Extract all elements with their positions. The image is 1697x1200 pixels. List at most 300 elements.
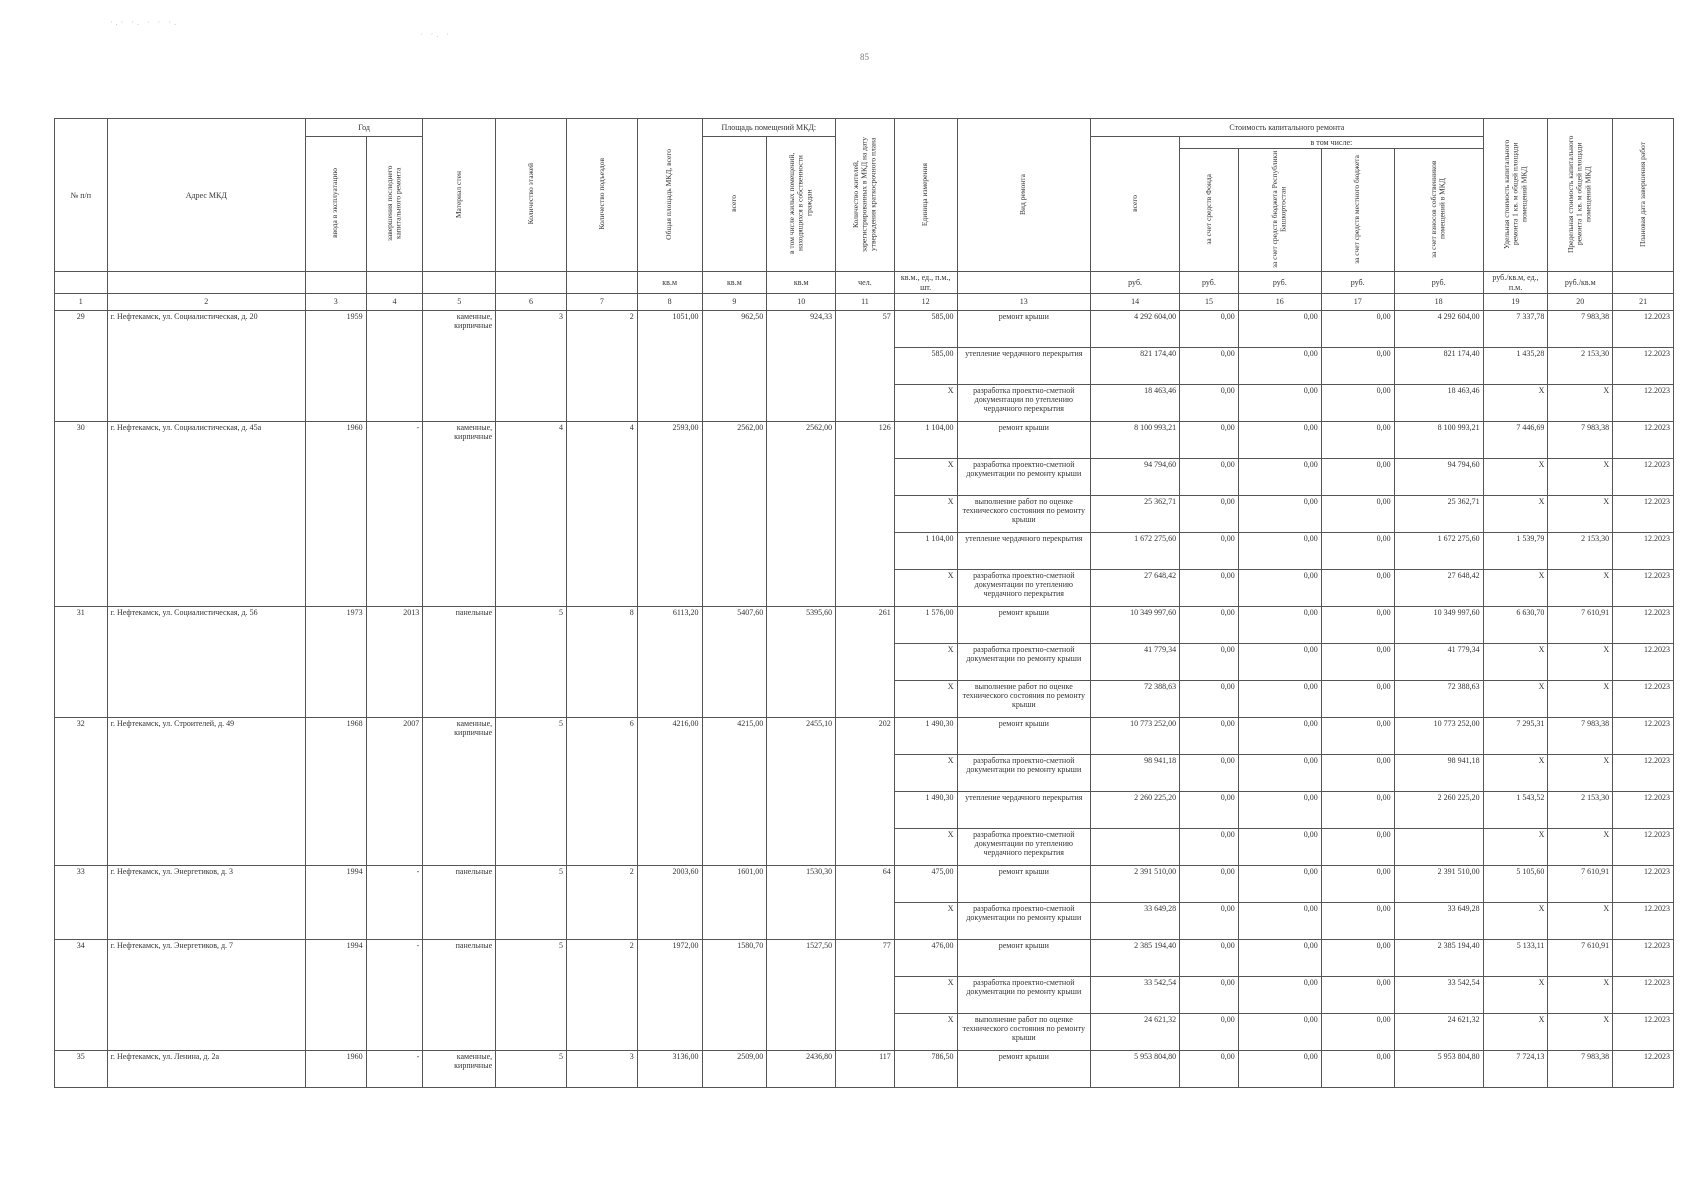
header-cost-local: за счет средств местного бюджета bbox=[1321, 149, 1394, 272]
premises-area: 5407,60 bbox=[702, 606, 767, 717]
completion-date: 12.2023 bbox=[1613, 791, 1674, 828]
work-quantity: 1 490,30 bbox=[894, 791, 957, 828]
max-cost: 2 153,30 bbox=[1548, 791, 1613, 828]
specific-cost: X bbox=[1483, 902, 1548, 939]
floor-count: 3 bbox=[496, 310, 567, 421]
cost-owners: 27 648,42 bbox=[1394, 569, 1483, 606]
cost-fund: 0,00 bbox=[1180, 680, 1239, 717]
cost-fund: 0,00 bbox=[1180, 939, 1239, 976]
page-number: 85 bbox=[860, 52, 869, 62]
cost-total: 98 941,18 bbox=[1091, 754, 1180, 791]
cost-owners: 33 649,28 bbox=[1394, 902, 1483, 939]
specific-cost: X bbox=[1483, 976, 1548, 1013]
work-type: выполнение работ по оценке технического состояния по ремонту крыши bbox=[957, 495, 1091, 532]
specific-cost: X bbox=[1483, 569, 1548, 606]
work-type: разработка проектно-сметной документации по ремонту крыши bbox=[957, 902, 1091, 939]
cost-fund: 0,00 bbox=[1180, 643, 1239, 680]
work-type: ремонт крыши bbox=[957, 717, 1091, 754]
cost-republic: 0,00 bbox=[1238, 384, 1321, 421]
table-row bbox=[55, 421, 1674, 458]
year-last-repair: - bbox=[366, 939, 423, 1050]
work-quantity: X bbox=[894, 976, 957, 1013]
table-row bbox=[55, 717, 1674, 754]
table-header bbox=[55, 119, 1674, 311]
cost-local: 0,00 bbox=[1321, 754, 1394, 791]
header-area-group: Площадь помещений МКД: bbox=[702, 119, 836, 137]
unit-cell: кв.м., ед., п.м., шт. bbox=[894, 272, 957, 293]
specific-cost: 5 133,11 bbox=[1483, 939, 1548, 976]
unit-cell bbox=[957, 272, 1091, 293]
specific-cost: 1 543,52 bbox=[1483, 791, 1548, 828]
wall-material: каменные, кирпичные bbox=[423, 1050, 496, 1087]
completion-date: 12.2023 bbox=[1613, 532, 1674, 569]
specific-cost: 7 446,69 bbox=[1483, 421, 1548, 458]
cost-fund: 0,00 bbox=[1180, 1050, 1239, 1087]
max-cost: X bbox=[1548, 828, 1613, 865]
floor-count: 5 bbox=[496, 939, 567, 1050]
max-cost: 7 610,91 bbox=[1548, 865, 1613, 902]
column-numbers-row bbox=[55, 293, 1674, 310]
work-type: ремонт крыши bbox=[957, 606, 1091, 643]
resident-count: 261 bbox=[836, 606, 895, 717]
cost-fund: 0,00 bbox=[1180, 754, 1239, 791]
cost-republic: 0,00 bbox=[1238, 606, 1321, 643]
unit-cell bbox=[305, 272, 366, 293]
cost-total: 33 649,28 bbox=[1091, 902, 1180, 939]
cost-owners: 2 385 194,40 bbox=[1394, 939, 1483, 976]
year-last-repair: 2007 bbox=[366, 717, 423, 865]
column-number-cell: 1 bbox=[55, 293, 108, 310]
cost-owners: 821 174,40 bbox=[1394, 347, 1483, 384]
cost-local: 0,00 bbox=[1321, 384, 1394, 421]
resident-count: 77 bbox=[836, 939, 895, 1050]
work-quantity: X bbox=[894, 569, 957, 606]
header-area-owned: в том числе жилых помещений, находящихся в собственности граждан bbox=[767, 137, 836, 272]
header-cost-owners: за счет взносов собственников помещений в МКД bbox=[1394, 149, 1483, 272]
max-cost: 2 153,30 bbox=[1548, 347, 1613, 384]
table-row bbox=[55, 606, 1674, 643]
max-cost: X bbox=[1548, 976, 1613, 1013]
cost-republic: 0,00 bbox=[1238, 939, 1321, 976]
max-cost: 7 610,91 bbox=[1548, 939, 1613, 976]
completion-date: 12.2023 bbox=[1613, 1013, 1674, 1050]
header-walls: Материал стен bbox=[423, 119, 496, 272]
header-entrances: Количество подъездов bbox=[566, 119, 637, 272]
completion-date: 12.2023 bbox=[1613, 569, 1674, 606]
premises-area: 4215,00 bbox=[702, 717, 767, 865]
max-cost: 7 610,91 bbox=[1548, 606, 1613, 643]
cost-local: 0,00 bbox=[1321, 310, 1394, 347]
cost-owners: 18 463,46 bbox=[1394, 384, 1483, 421]
header-deadline: Плановая дата завершения работ bbox=[1613, 119, 1674, 272]
cost-local: 0,00 bbox=[1321, 643, 1394, 680]
cost-local: 0,00 bbox=[1321, 495, 1394, 532]
cost-fund: 0,00 bbox=[1180, 310, 1239, 347]
cost-total: 94 794,60 bbox=[1091, 458, 1180, 495]
cost-owners: 10 349 997,60 bbox=[1394, 606, 1483, 643]
entrance-count: 4 bbox=[566, 421, 637, 606]
cost-local: 0,00 bbox=[1321, 606, 1394, 643]
work-type: ремонт крыши bbox=[957, 1050, 1091, 1087]
specific-cost: 7 295,31 bbox=[1483, 717, 1548, 754]
header-cost-total: всего bbox=[1091, 137, 1180, 272]
cost-owners: 10 773 252,00 bbox=[1394, 717, 1483, 754]
completion-date: 12.2023 bbox=[1613, 865, 1674, 902]
unit-cell: руб. bbox=[1394, 272, 1483, 293]
work-quantity: 786,50 bbox=[894, 1050, 957, 1087]
work-quantity: 1 576,00 bbox=[894, 606, 957, 643]
cost-local: 0,00 bbox=[1321, 717, 1394, 754]
column-number-cell: 10 bbox=[767, 293, 836, 310]
header-num: № п/п bbox=[55, 119, 108, 272]
column-number-cell: 16 bbox=[1238, 293, 1321, 310]
max-cost: 7 983,38 bbox=[1548, 717, 1613, 754]
total-area: 6113,20 bbox=[637, 606, 702, 717]
max-cost: 7 983,38 bbox=[1548, 310, 1613, 347]
year-built: 1960 bbox=[305, 1050, 366, 1087]
cost-owners: 24 621,32 bbox=[1394, 1013, 1483, 1050]
specific-cost: 1 539,79 bbox=[1483, 532, 1548, 569]
cost-local: 0,00 bbox=[1321, 865, 1394, 902]
cost-total: 72 388,63 bbox=[1091, 680, 1180, 717]
specific-cost: 7 337,78 bbox=[1483, 310, 1548, 347]
cost-republic: 0,00 bbox=[1238, 976, 1321, 1013]
cost-republic: 0,00 bbox=[1238, 1013, 1321, 1050]
year-built: 1994 bbox=[305, 865, 366, 939]
cost-local: 0,00 bbox=[1321, 421, 1394, 458]
header-unit: Единица измерения bbox=[894, 119, 957, 272]
cost-total: 821 174,40 bbox=[1091, 347, 1180, 384]
max-cost: X bbox=[1548, 754, 1613, 791]
column-number-cell: 17 bbox=[1321, 293, 1394, 310]
work-quantity: X bbox=[894, 754, 957, 791]
header-max-cost: Предельная стоимость капитального ремонта 1 кв. м общей площади помещений МКД bbox=[1548, 119, 1613, 272]
completion-date: 12.2023 bbox=[1613, 458, 1674, 495]
cost-local: 0,00 bbox=[1321, 939, 1394, 976]
floor-count: 5 bbox=[496, 717, 567, 865]
entrance-count: 2 bbox=[566, 865, 637, 939]
unit-cell bbox=[496, 272, 567, 293]
column-number-cell: 14 bbox=[1091, 293, 1180, 310]
completion-date: 12.2023 bbox=[1613, 717, 1674, 754]
column-number-cell: 3 bbox=[305, 293, 366, 310]
unit-cell: руб. bbox=[1238, 272, 1321, 293]
cost-owners: 25 362,71 bbox=[1394, 495, 1483, 532]
cost-total: 5 953 804,80 bbox=[1091, 1050, 1180, 1087]
premises-area: 2509,00 bbox=[702, 1050, 767, 1087]
cost-local: 0,00 bbox=[1321, 347, 1394, 384]
cost-republic: 0,00 bbox=[1238, 347, 1321, 384]
header-residents: Количество жителей, зарегистрированных в МКД на дату утверждения краткосрочного плана bbox=[836, 119, 895, 272]
completion-date: 12.2023 bbox=[1613, 347, 1674, 384]
completion-date: 12.2023 bbox=[1613, 828, 1674, 865]
building-address: г. Нефтекамск, ул. Социалистическая, д. 56 bbox=[107, 606, 305, 717]
header-area-all: всего bbox=[702, 137, 767, 272]
cost-republic: 0,00 bbox=[1238, 421, 1321, 458]
wall-material: панельные bbox=[423, 606, 496, 717]
cost-total: 4 292 604,00 bbox=[1091, 310, 1180, 347]
specific-cost: X bbox=[1483, 680, 1548, 717]
header-cost-incl: в том числе: bbox=[1180, 137, 1484, 149]
cost-fund: 0,00 bbox=[1180, 347, 1239, 384]
cost-fund: 0,00 bbox=[1180, 384, 1239, 421]
unit-cell: руб./кв.м, ед., п.м. bbox=[1483, 272, 1548, 293]
completion-date: 12.2023 bbox=[1613, 754, 1674, 791]
table-row bbox=[55, 1050, 1674, 1087]
column-number-cell: 11 bbox=[836, 293, 895, 310]
cost-republic: 0,00 bbox=[1238, 569, 1321, 606]
cost-republic: 0,00 bbox=[1238, 828, 1321, 865]
cost-owners bbox=[1394, 828, 1483, 865]
floor-count: 4 bbox=[496, 421, 567, 606]
year-built: 1994 bbox=[305, 939, 366, 1050]
resident-count: 126 bbox=[836, 421, 895, 606]
unit-cell: кв.м bbox=[702, 272, 767, 293]
cost-republic: 0,00 bbox=[1238, 643, 1321, 680]
completion-date: 12.2023 bbox=[1613, 384, 1674, 421]
header-specific-cost: Удельная стоимость капитального ремонта 1 кв. м общей площади помещений МКД bbox=[1483, 119, 1548, 272]
cost-fund: 0,00 bbox=[1180, 828, 1239, 865]
completion-date: 12.2023 bbox=[1613, 1050, 1674, 1087]
premises-area: 2562,00 bbox=[702, 421, 767, 606]
cost-republic: 0,00 bbox=[1238, 310, 1321, 347]
completion-date: 12.2023 bbox=[1613, 495, 1674, 532]
work-quantity: X bbox=[894, 902, 957, 939]
cost-republic: 0,00 bbox=[1238, 532, 1321, 569]
header-floors: Количество этажей bbox=[496, 119, 567, 272]
total-area: 2003,60 bbox=[637, 865, 702, 939]
work-type: утепление чердачного перекрытия bbox=[957, 347, 1091, 384]
cost-fund: 0,00 bbox=[1180, 717, 1239, 754]
entrance-count: 6 bbox=[566, 717, 637, 865]
total-area: 2593,00 bbox=[637, 421, 702, 606]
work-type: разработка проектно-сметной документации по утеплению чердачного перекрытия bbox=[957, 384, 1091, 421]
year-built: 1973 bbox=[305, 606, 366, 717]
unit-cell: кв.м bbox=[637, 272, 702, 293]
cost-total: 10 773 252,00 bbox=[1091, 717, 1180, 754]
cost-owners: 2 391 510,00 bbox=[1394, 865, 1483, 902]
cost-republic: 0,00 bbox=[1238, 1050, 1321, 1087]
column-number-cell: 6 bbox=[496, 293, 567, 310]
cost-local: 0,00 bbox=[1321, 902, 1394, 939]
cost-total: 25 362,71 bbox=[1091, 495, 1180, 532]
table-row bbox=[55, 865, 1674, 902]
owned-area: 2455,10 bbox=[767, 717, 836, 865]
total-area: 1972,00 bbox=[637, 939, 702, 1050]
cost-local: 0,00 bbox=[1321, 569, 1394, 606]
cost-republic: 0,00 bbox=[1238, 865, 1321, 902]
cost-local: 0,00 bbox=[1321, 1013, 1394, 1050]
cost-republic: 0,00 bbox=[1238, 754, 1321, 791]
resident-count: 202 bbox=[836, 717, 895, 865]
work-type: разработка проектно-сметной документации по ремонту крыши bbox=[957, 754, 1091, 791]
specific-cost: 7 724,13 bbox=[1483, 1050, 1548, 1087]
cost-fund: 0,00 bbox=[1180, 532, 1239, 569]
resident-count: 117 bbox=[836, 1050, 895, 1087]
cost-republic: 0,00 bbox=[1238, 680, 1321, 717]
unit-cell bbox=[1613, 272, 1674, 293]
repair-plan-table bbox=[54, 118, 1674, 1088]
total-area: 1051,00 bbox=[637, 310, 702, 421]
specific-cost: X bbox=[1483, 384, 1548, 421]
row-number: 34 bbox=[55, 939, 108, 1050]
row-number: 35 bbox=[55, 1050, 108, 1087]
building-address: г. Нефтекамск, ул. Ленина, д. 2а bbox=[107, 1050, 305, 1087]
work-quantity: X bbox=[894, 458, 957, 495]
work-quantity: 476,00 bbox=[894, 939, 957, 976]
work-quantity: X bbox=[894, 384, 957, 421]
header-cost-group: Стоимость капитального ремонта bbox=[1091, 119, 1484, 137]
cost-fund: 0,00 bbox=[1180, 606, 1239, 643]
owned-area: 5395,60 bbox=[767, 606, 836, 717]
column-number-cell: 15 bbox=[1180, 293, 1239, 310]
cost-fund: 0,00 bbox=[1180, 421, 1239, 458]
column-number-cell: 20 bbox=[1548, 293, 1613, 310]
cost-fund: 0,00 bbox=[1180, 1013, 1239, 1050]
building-address: г. Нефтекамск, ул. Социалистическая, д. 45а bbox=[107, 421, 305, 606]
cost-local: 0,00 bbox=[1321, 1050, 1394, 1087]
max-cost: X bbox=[1548, 458, 1613, 495]
cost-owners: 1 672 275,60 bbox=[1394, 532, 1483, 569]
specific-cost: X bbox=[1483, 1013, 1548, 1050]
wall-material: панельные bbox=[423, 939, 496, 1050]
completion-date: 12.2023 bbox=[1613, 643, 1674, 680]
premises-area: 962,50 bbox=[702, 310, 767, 421]
cost-local: 0,00 bbox=[1321, 828, 1394, 865]
table-body bbox=[55, 310, 1674, 1087]
cost-total: 41 779,34 bbox=[1091, 643, 1180, 680]
work-type: ремонт крыши bbox=[957, 939, 1091, 976]
cost-local: 0,00 bbox=[1321, 680, 1394, 717]
year-built: 1968 bbox=[305, 717, 366, 865]
header-total-area: Общая площадь МКД, всего bbox=[637, 119, 702, 272]
column-number-cell: 4 bbox=[366, 293, 423, 310]
entrance-count: 8 bbox=[566, 606, 637, 717]
max-cost: 2 153,30 bbox=[1548, 532, 1613, 569]
unit-cell: руб./кв.м bbox=[1548, 272, 1613, 293]
total-area: 3136,00 bbox=[637, 1050, 702, 1087]
unit-cell: руб. bbox=[1091, 272, 1180, 293]
year-built: 1960 bbox=[305, 421, 366, 606]
building-address: г. Нефтекамск, ул. Энергетиков, д. 7 bbox=[107, 939, 305, 1050]
max-cost: X bbox=[1548, 569, 1613, 606]
cost-local: 0,00 bbox=[1321, 532, 1394, 569]
cost-fund: 0,00 bbox=[1180, 569, 1239, 606]
completion-date: 12.2023 bbox=[1613, 421, 1674, 458]
cost-total: 2 385 194,40 bbox=[1091, 939, 1180, 976]
cost-owners: 98 941,18 bbox=[1394, 754, 1483, 791]
column-number-cell: 13 bbox=[957, 293, 1091, 310]
year-last-repair: - bbox=[366, 1050, 423, 1087]
work-type: утепление чердачного перекрытия bbox=[957, 791, 1091, 828]
cost-owners: 5 953 804,80 bbox=[1394, 1050, 1483, 1087]
cost-total: 33 542,54 bbox=[1091, 976, 1180, 1013]
cost-republic: 0,00 bbox=[1238, 902, 1321, 939]
owned-area: 1530,30 bbox=[767, 865, 836, 939]
units-row bbox=[55, 272, 1674, 293]
header-cost-republic: за счет средств бюджета Республики Башкортостан bbox=[1238, 149, 1321, 272]
column-number-cell: 12 bbox=[894, 293, 957, 310]
total-area: 4216,00 bbox=[637, 717, 702, 865]
completion-date: 12.2023 bbox=[1613, 976, 1674, 1013]
owned-area: 2562,00 bbox=[767, 421, 836, 606]
work-quantity: X bbox=[894, 828, 957, 865]
cost-local: 0,00 bbox=[1321, 791, 1394, 828]
work-quantity: X bbox=[894, 680, 957, 717]
cost-owners: 8 100 993,21 bbox=[1394, 421, 1483, 458]
entrance-count: 2 bbox=[566, 310, 637, 421]
entrance-count: 3 bbox=[566, 1050, 637, 1087]
year-last-repair bbox=[366, 310, 423, 421]
unit-cell bbox=[423, 272, 496, 293]
work-type: разработка проектно-сметной документации по ремонту крыши bbox=[957, 458, 1091, 495]
work-type: разработка проектно-сметной документации по утеплению чердачного перекрытия bbox=[957, 828, 1091, 865]
header-year-built: ввода в эксплуатацию bbox=[305, 137, 366, 272]
cost-republic: 0,00 bbox=[1238, 791, 1321, 828]
specific-cost: X bbox=[1483, 754, 1548, 791]
column-number-cell: 21 bbox=[1613, 293, 1674, 310]
cost-total: 27 648,42 bbox=[1091, 569, 1180, 606]
max-cost: X bbox=[1548, 384, 1613, 421]
owned-area: 2436,80 bbox=[767, 1050, 836, 1087]
header-cost-fund: за счет средств Фонда bbox=[1180, 149, 1239, 272]
work-quantity: X bbox=[894, 1013, 957, 1050]
max-cost: X bbox=[1548, 643, 1613, 680]
cost-republic: 0,00 bbox=[1238, 495, 1321, 532]
wall-material: каменные, кирпичные bbox=[423, 421, 496, 606]
floor-count: 5 bbox=[496, 606, 567, 717]
column-number-cell: 2 bbox=[107, 293, 305, 310]
work-type: разработка проектно-сметной документации по утеплению чердачного перекрытия bbox=[957, 569, 1091, 606]
max-cost: X bbox=[1548, 902, 1613, 939]
cost-owners: 2 260 225,20 bbox=[1394, 791, 1483, 828]
header-year-repair: завершения последнего капитального ремонта bbox=[366, 137, 423, 272]
building-address: г. Нефтекамск, ул. Строителей, д. 49 bbox=[107, 717, 305, 865]
cost-total: 2 260 225,20 bbox=[1091, 791, 1180, 828]
cost-total: 24 621,32 bbox=[1091, 1013, 1180, 1050]
specific-cost: X bbox=[1483, 643, 1548, 680]
completion-date: 12.2023 bbox=[1613, 939, 1674, 976]
work-quantity: 585,00 bbox=[894, 310, 957, 347]
work-type: разработка проектно-сметной документации по ремонту крыши bbox=[957, 976, 1091, 1013]
cost-owners: 33 542,54 bbox=[1394, 976, 1483, 1013]
max-cost: X bbox=[1548, 495, 1613, 532]
year-last-repair: 2013 bbox=[366, 606, 423, 717]
year-last-repair: - bbox=[366, 421, 423, 606]
work-type: выполнение работ по оценке технического состояния по ремонту крыши bbox=[957, 680, 1091, 717]
unit-cell bbox=[566, 272, 637, 293]
completion-date: 12.2023 bbox=[1613, 680, 1674, 717]
cost-local: 0,00 bbox=[1321, 976, 1394, 1013]
unit-cell bbox=[107, 272, 305, 293]
table-row bbox=[55, 939, 1674, 976]
max-cost: X bbox=[1548, 1013, 1613, 1050]
unit-cell: руб. bbox=[1321, 272, 1394, 293]
cost-owners: 4 292 604,00 bbox=[1394, 310, 1483, 347]
specific-cost: X bbox=[1483, 495, 1548, 532]
work-type: выполнение работ по оценке технического состояния по ремонту крыши bbox=[957, 1013, 1091, 1050]
work-type: ремонт крыши bbox=[957, 865, 1091, 902]
specific-cost: X bbox=[1483, 458, 1548, 495]
unit-cell: чел. bbox=[836, 272, 895, 293]
cost-fund: 0,00 bbox=[1180, 865, 1239, 902]
column-number-cell: 5 bbox=[423, 293, 496, 310]
row-number: 32 bbox=[55, 717, 108, 865]
cost-owners: 72 388,63 bbox=[1394, 680, 1483, 717]
header-year-group: Год bbox=[305, 119, 422, 137]
wall-material: каменные, кирпичные bbox=[423, 310, 496, 421]
unit-cell bbox=[366, 272, 423, 293]
